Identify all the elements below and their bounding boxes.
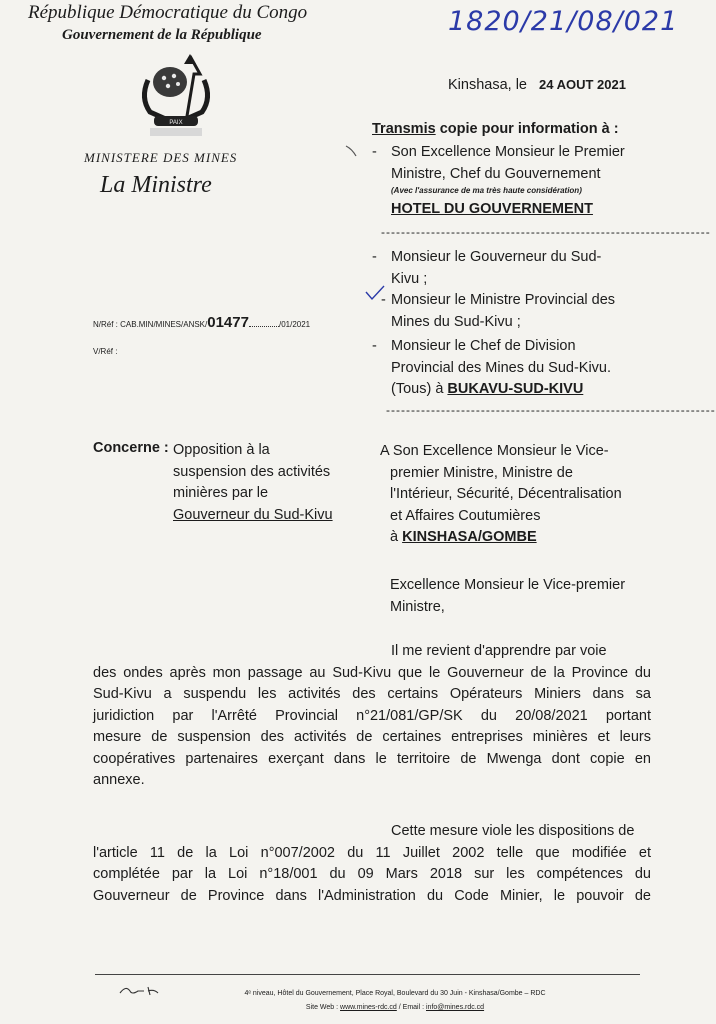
recipient-3-line1: Monsieur le Ministre Provincial des bbox=[391, 292, 616, 308]
recipient-1-bullet: - bbox=[372, 144, 377, 160]
date-stamp: 24 AOUT 2021 bbox=[539, 77, 626, 92]
recipient-2 bbox=[391, 247, 651, 290]
transmis-heading-rest: copie pour information à : bbox=[435, 121, 619, 137]
recipient-2-line2: Kivu ; bbox=[391, 270, 428, 287]
addressee-place: KINSHASA/GOMBE bbox=[402, 529, 537, 545]
paragraph-2-line: Cette mesure viole les dispositions de bbox=[391, 823, 635, 839]
addressee-line3: l'Intérieur, Sécurité, Décentralisation bbox=[390, 486, 622, 502]
recipient-3 bbox=[391, 290, 661, 333]
salutation bbox=[390, 575, 670, 618]
separator-2: ------------------------------------------------------------------ bbox=[386, 403, 716, 417]
recipient-4 bbox=[391, 336, 661, 401]
paragraph-1-line: annexe. bbox=[93, 772, 145, 788]
minister-title: La Ministre bbox=[100, 172, 212, 198]
salutation-line2: Ministre, bbox=[390, 598, 445, 615]
paragraph-2 bbox=[93, 821, 651, 907]
recipient-1-note: (Avec l'assurance de ma très haute considération) bbox=[391, 186, 582, 195]
recipient-1-place: HOTEL DU GOUVERNEMENT bbox=[391, 201, 593, 217]
concerne-label: Concerne : bbox=[93, 440, 169, 456]
footer-email-link[interactable]: info@mines.rdc.cd bbox=[426, 1004, 485, 1011]
addressee-line1: A Son Excellence Monsieur le Vice- bbox=[380, 443, 609, 459]
paragraph-1 bbox=[93, 641, 651, 792]
paragraph-1-line: des ondes après mon passage au Sud-Kivu que le Gouverneur de la Province du bbox=[93, 664, 651, 681]
government-title: Gouvernement de la République bbox=[62, 27, 262, 43]
emblem-banner: PAIX bbox=[169, 120, 183, 126]
our-reference: N/Réf : CAB.MIN/MINES/ANSK/01477 /01/2021 bbox=[93, 314, 311, 331]
check-mark bbox=[344, 143, 366, 162]
paragraph-2-line: complétée par la Loi n°18/001 du 09 Mars 2018 sur les compétences du bbox=[93, 866, 651, 882]
recipient-4-bullet: - bbox=[372, 338, 377, 354]
coat-of-arms-emblem bbox=[128, 50, 224, 138]
addressee-line5 bbox=[380, 527, 670, 549]
addressee-line5-prefix: à bbox=[390, 529, 403, 545]
our-reference-suffix: /01/2021 bbox=[278, 320, 311, 329]
paragraph-2-line: Gouverneur de Province dans l'Administration du Code Minier, le pouvoir de bbox=[93, 887, 651, 904]
paragraph-1-line: coopératives partenaires exerçant dans le territoire de Mwenga dont copie en bbox=[93, 750, 651, 767]
recipient-4-place: BUKAVU-SUD-KIVU bbox=[447, 381, 584, 397]
paragraph-1-line: Il me revient d'apprendre par voie bbox=[391, 643, 607, 659]
footer-site-label: Site Web : bbox=[305, 1004, 341, 1011]
concerne-line2: suspension des activités bbox=[173, 463, 331, 480]
footer-rule bbox=[95, 974, 640, 975]
recipient-2-bullet: - bbox=[372, 249, 377, 265]
recipient-4-line3 bbox=[391, 379, 661, 401]
salutation-line1: Excellence Monsieur le Vice-premier bbox=[390, 577, 626, 593]
recipient-4-line2: Provincial des Mines du Sud-Kivu. bbox=[391, 359, 612, 376]
recipient-3-line2: Mines du Sud-Kivu ; bbox=[391, 313, 521, 330]
republic-title: République Démocratique du Congo bbox=[28, 2, 308, 23]
recipient-2-line1: Monsieur le Gouverneur du Sud- bbox=[391, 249, 602, 265]
recipient-4-tous: (Tous) à bbox=[391, 381, 448, 397]
ministry-name: MINISTERE DES MINES bbox=[84, 150, 238, 165]
recipient-4-line1: Monsieur le Chef de Division bbox=[391, 338, 576, 354]
concerne-line4: Gouverneur du Sud-Kivu bbox=[173, 506, 333, 523]
handwritten-reference: 1820/21/08/021 bbox=[448, 6, 679, 37]
concerne-line3: minières par le bbox=[173, 485, 269, 501]
transmis-heading bbox=[372, 121, 619, 137]
footer-contact bbox=[180, 1004, 610, 1011]
separator-1: ------------------------------------------------------------------ bbox=[381, 225, 711, 239]
addressee-line2: premier Ministre, Ministre de bbox=[390, 464, 573, 481]
paragraph-1-line: mesure de suspension des activités de certaines entreprises minières et leurs bbox=[93, 729, 651, 745]
date-line bbox=[448, 77, 626, 93]
recipient-1 bbox=[391, 142, 651, 185]
paragraph-2-line: l'article 11 de la Loi n°007/2002 du 11 Juillet 2002 telle que modifiée et bbox=[93, 844, 651, 861]
concerne-subject bbox=[173, 440, 363, 526]
recipient-1-line2: Ministre, Chef du Gouvernement bbox=[391, 165, 601, 182]
concerne-line1: Opposition à la bbox=[173, 442, 270, 458]
footer-email-label: / Email : bbox=[396, 1004, 426, 1011]
initials-signature bbox=[118, 983, 164, 1002]
footer-site-link[interactable]: www.mines-rdc.cd bbox=[340, 1004, 397, 1011]
addressee bbox=[380, 441, 670, 549]
date-place: Kinshasa, le bbox=[448, 77, 527, 93]
your-reference: V/Réf : bbox=[93, 347, 118, 356]
addressee-line4: et Affaires Coutumières bbox=[390, 507, 541, 524]
transmis-heading-underlined: Transmis bbox=[372, 121, 436, 137]
footer-address: 4ᵉ niveau, Hôtel du Gouvernement, Place Royal, Boulevard du 30 Juin - Kinshasa/Gombe – RDC bbox=[244, 990, 546, 997]
our-reference-number: 0147 bbox=[207, 314, 241, 331]
recipient-3-bullet: - bbox=[381, 292, 386, 308]
recipient-1-line1: Son Excellence Monsieur le Premier bbox=[391, 144, 625, 160]
paragraph-1-line: juridiction par l'Arrêté Provincial n°21/081/GP/SK du 20/08/2021 portant bbox=[93, 707, 651, 724]
our-reference-prefix: N/Réf : CAB.MIN/MINES/ANSK/ bbox=[93, 320, 208, 329]
paragraph-1-line: Sud-Kivu a suspendu les activités des certains Opérateurs Miniers dans sa bbox=[93, 686, 651, 702]
